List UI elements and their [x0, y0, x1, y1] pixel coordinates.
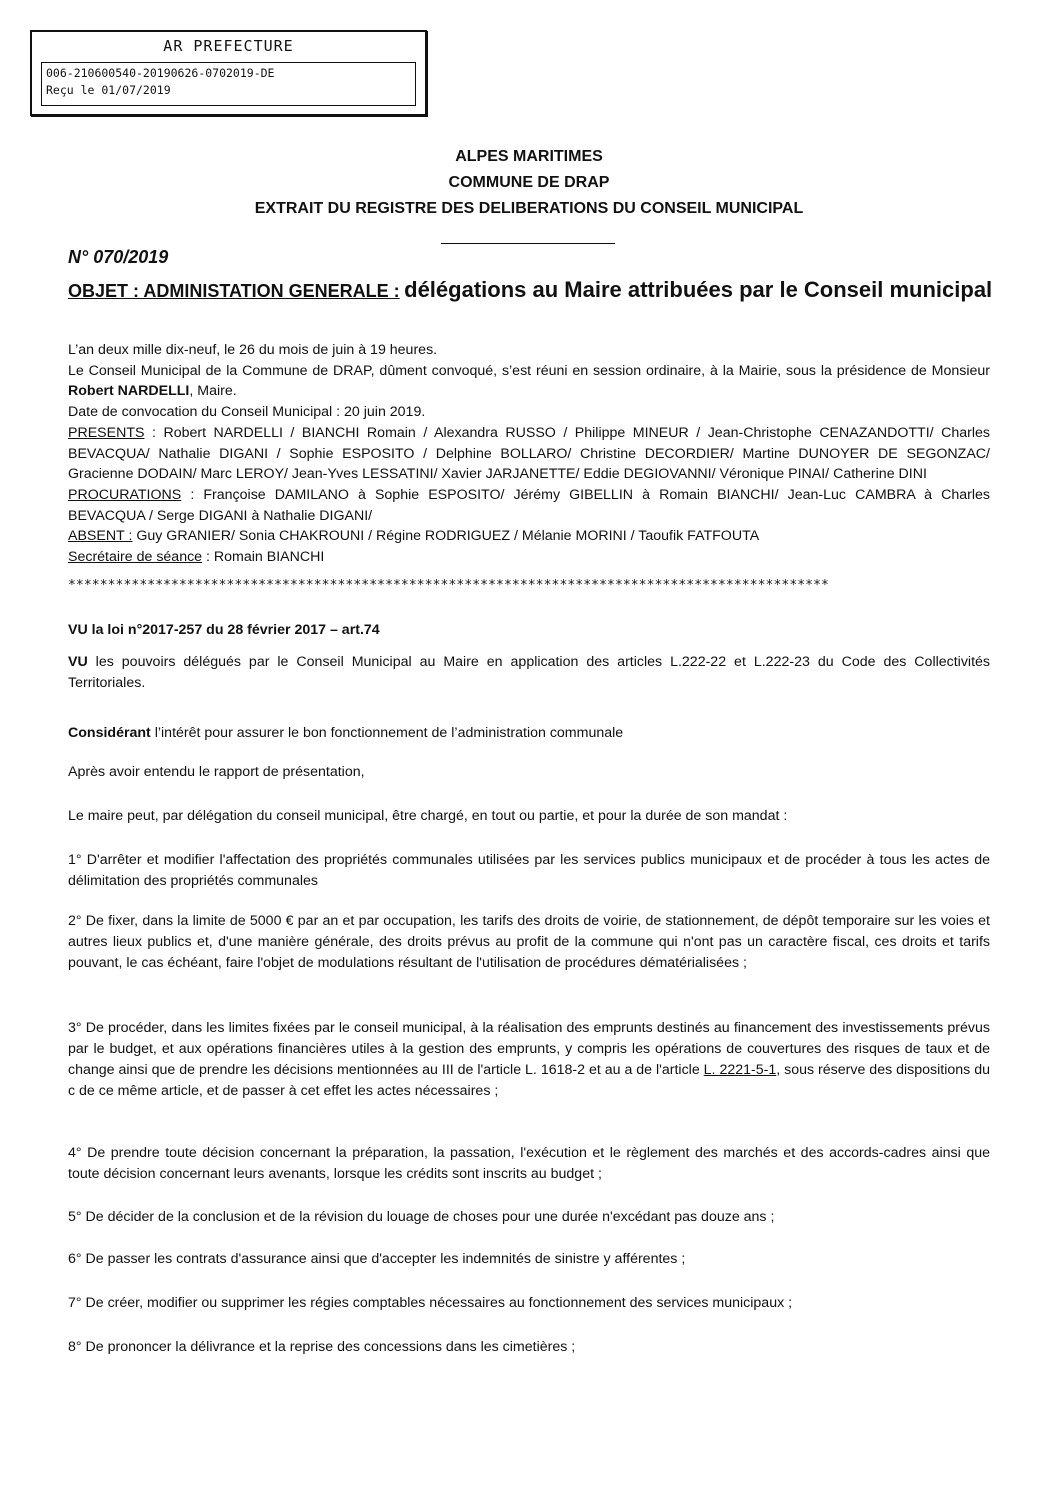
secretary-label: Secrétaire de séance: [68, 549, 203, 566]
delegation-6: 6° De passer les contrats d'assurance ainsi que d'accepter les indemnités de sinistre y afférentes ;: [68, 1251, 686, 1267]
header-register-title: EXTRAIT DU REGISTRE DES DELIBERATIONS DU CONSEIL MUNICIPAL: [254, 200, 804, 217]
procurations-label: PROCURATIONS: [68, 486, 182, 503]
maire-delegation-intro: Le maire peut, par délégation du conseil municipal, être chargé, en tout ou partie, et pour la durée de son mandat :: [68, 808, 788, 824]
session-convocation: Le Conseil Municipal de la Commune de DRAP, dûment convoqué, s’est réuni en session ordinaire, à la Mairie, sous la présidence de Monsieur Robert NARDELLI, Maire.: [68, 362, 990, 400]
vu-powers: VU les pouvoirs délégués par le Conseil Municipal au Maire en application des articles L.222-22 et L.222-23 du Code des Collectivités Territoriales.: [68, 654, 990, 691]
stamp-received-date: Reçu le 01/07/2019: [46, 83, 171, 97]
absent-list: ABSENT : Guy GRANIER/ Sonia CHAKROUNI / Régine RODRIGUEZ / Mélanie MORINI / Taoufik FATFOUTA: [68, 528, 760, 545]
considerant: Considérant l’intérêt pour assurer le bon fonctionnement de l’administration communale: [68, 725, 624, 741]
header-commune: COMMUNE DE DRAP: [448, 174, 610, 191]
objet-title: délégations au Maire attribuées par le Conseil municipal: [404, 277, 993, 302]
stamp-reference-box: [41, 62, 416, 106]
procurations-list: PROCURATIONS : Françoise DAMILANO à Sophie ESPOSITO/ Jérémy GIBELLIN à Romain BIANCHI/ Jean-Luc CAMBRA à Charles BEVACQUA / Serge DIGANI à Nathalie DIGANI/: [68, 486, 990, 524]
stamp-reference: 006-210600540-20190626-0702019-DE: [46, 66, 275, 80]
presents-label: PRESENTS: [68, 424, 145, 441]
delegation-5: 5° De décider de la conclusion et de la révision du louage de choses pour une durée n'excédant pas douze ans ;: [68, 1209, 775, 1225]
mayor-name: Robert NARDELLI: [68, 383, 190, 400]
convocation-date: Date de convocation du Conseil Municipal : 20 juin 2019.: [68, 404, 426, 421]
delegation-3: 3° De procéder, dans les limites fixées par le conseil municipal, à la réalisation des emprunts destinés au financement des investissements prévus par le budget, et aux opérations financières utiles à la gestion des emprunts, y compris les opérations de couvertures des risques de taux et de change ainsi que de prendre les décisions mentionnées au III de l'article L. 1618-2 et au a de l'article L. 2221-5-1, sous réserve des dispositions du c de ce même article, et de passer à cet effet les actes nécessaires ;: [68, 1020, 990, 1099]
vu-law: VU la loi n°2017-257 du 28 février 2017 – art.74: [68, 622, 380, 638]
header-department: ALPES MARITIMES: [455, 148, 603, 165]
separator-stars: ************************************************************************************************: [68, 578, 829, 593]
session-date: L’an deux mille dix-neuf, le 26 du mois de juin à 19 heures.: [68, 342, 438, 358]
apres-rapport: Après avoir entendu le rapport de présentation,: [68, 764, 365, 780]
article-link[interactable]: L. 2221-5-1: [703, 1062, 777, 1078]
deliberation-number: N° 070/2019: [68, 247, 169, 267]
presents-list: PRESENTS : Robert NARDELLI / BIANCHI Romain / Alexandra RUSSO / Philippe MINEUR / Jean-Christophe CENAZANDOTTI/ Charles BEVACQUA/ Nathalie DIGANI / Sophie ESPOSITO / Delphine BOLLARO/ Christine DECORDIER/ Martine DUNOYER DE SEGONZAC/ Gracienne DODAIN/ Marc LEROY/ Jean-Yves LESSATINI/ Xavier JARJANETTE/ Eddie DEGIOVANNI/ Véronique PINAI/ Catherine DINI: [68, 424, 990, 483]
secretary: Secrétaire de séance : Romain BIANCHI: [68, 549, 325, 566]
delegation-4: 4° De prendre toute décision concernant la préparation, la passation, l'exécution et le règlement des marchés et des accords-cadres ainsi que toute décision concernant leurs avenants, lorsque les crédits sont inscrits au budget ;: [68, 1145, 990, 1182]
prefecture-stamp: [30, 30, 427, 116]
objet-label: OBJET : ADMINISTATION GENERALE :: [68, 281, 400, 301]
absent-label: ABSENT :: [68, 528, 133, 545]
delegation-7: 7° De créer, modifier ou supprimer les régies comptables nécessaires au fonctionnement des services municipaux ;: [68, 1295, 793, 1311]
header-divider: [441, 243, 615, 244]
delegation-8: 8° De prononcer la délivrance et la reprise des concessions dans les cimetières ;: [68, 1339, 576, 1355]
session-details: [68, 340, 990, 568]
delegation-1: 1° D'arrêter et modifier l'affectation des propriétés communales utilisées par les services publics municipaux et de procéder à tous les actes de délimitation des propriétés communales: [68, 852, 990, 889]
stamp-title: AR PREFECTURE: [163, 37, 294, 55]
delegation-2: 2° De fixer, dans la limite de 5000 € par an et par occupation, les tarifs des droits de voirie, de stationnement, de dépôt temporaire sur les voies et autres lieux publics et, d'une manière générale, des droits prévus au profit de la commune qui n'ont pas un caractère fiscal, ces droits et tarifs pouvant, le cas échéant, faire l'objet de modulations résultant de l'utilisation de procédures dématérialisées ;: [68, 913, 990, 971]
objet-heading: [68, 275, 998, 308]
